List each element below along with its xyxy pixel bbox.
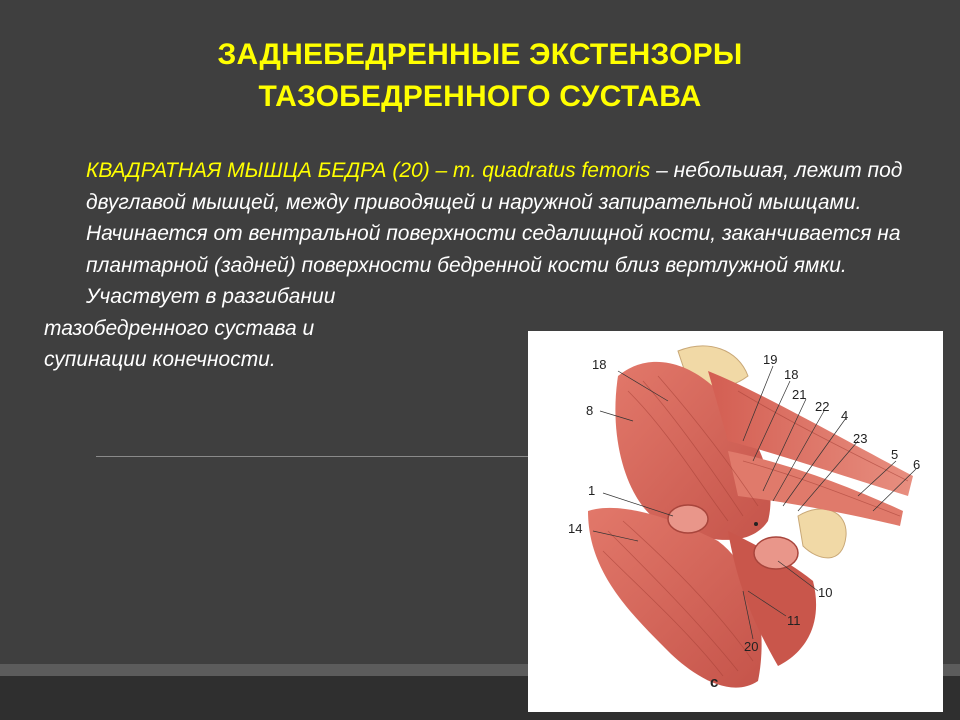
muscle-stump [754,537,798,569]
label-18-right: 18 [784,367,799,382]
label-4: 4 [841,408,849,423]
label-5: 5 [891,447,899,462]
title-line-2: ТАЗОБЕДРЕННОГО СУСТАВА [258,80,702,113]
label-20: 20 [744,639,759,654]
label-6: 6 [913,457,921,472]
label-8: 8 [586,403,594,418]
label-19: 19 [763,352,778,367]
title-line-1: ЗАДНЕБЕДРЕННЫЕ ЭКСТЕНЗОРЫ [217,38,743,71]
obturator-stump [668,505,708,533]
label-23: 23 [853,431,868,446]
paragraph-3-line-3: супинации конечности. [44,348,276,371]
label-22: 22 [815,399,830,414]
label-14: 14 [568,521,583,536]
anatomy-illustration [528,331,943,712]
label-10: 10 [818,585,833,600]
femur-bone [798,509,846,558]
hip-muscles-drawing [528,331,943,712]
paragraph-3-line-1: Участвует в разгибании [86,285,336,308]
label-1: 1 [588,483,596,498]
paragraph-1 [44,155,924,218]
label-18-left: 18 [592,357,607,372]
paragraph-2: Начинается от вентральной поверхности седалищной кости, заканчивается на плантарной (задней) поверхности бедренной кости близ вертлужной ямки. [86,222,901,277]
label-21: 21 [792,387,807,402]
slide-title [0,34,960,118]
divider-line [96,456,536,457]
paragraph-3-line-2: тазобедренного сустава и [44,316,315,340]
label-11: 11 [787,613,801,628]
muscle-name-highlight: КВАДРАТНАЯ МЫШЦА БЕДРА (20) – m. quadratus femoris [86,159,651,182]
paragraph-1-rest: – небольшая, лежит под двуглавой мышцей, между приводящей и наружной запирательной мышцами. [86,159,903,214]
marker-dot [754,522,758,526]
figure-letter: c [710,674,719,691]
